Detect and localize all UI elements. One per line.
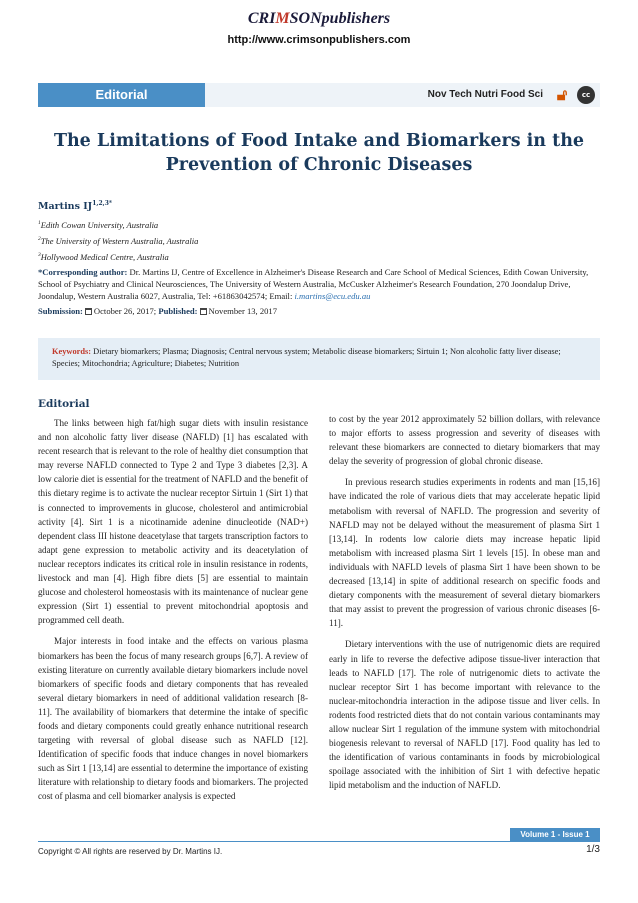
paragraph: The links between high fat/high sugar diets with insulin resistance and non alcoholic fatty liver disease (NAFLD) [1] has escalated with recent research that is relevant to the role of healthy diet consumption that may reverse NAFLD connected to Type 2 and Type 3 diabetes [2,3]. A low calorie diet is essential for the treatment of NAFLD and the benefit of this dietary regime is to activate the nuclear receptor Sirtuin 1 (Sirt 1) that is connected to improvements in glucose, cholesterol and antimicrobial activity [4]. Sirt 1 is a nicotinamide adenine dinucleotide (NAD+) dependent class III histone deacetylase that targets transcription factors to adapt gene expression to metabolic activity and its deacetylation of nuclear receptors indicates its critical role in insulin resistance in rodents, livestock and man [4]. High fibre diets [5] are essential to maintain glucose and cholesterol homeostasis with its maintenance of nuclear gene expression (Sirt 1) essential to prevent mitochondrial apoptosis and programmed cell death. <box>38 418 308 626</box>
journal-name: Nov Tech Nutri Food Sci <box>427 89 543 100</box>
affiliation-3: $^3$Hollywood Medical Centre, Australia <box>38 252 169 262</box>
corresponding-author: *Corresponding author: Dr. Martins IJ, Centre of Excellence in Alzheimer's Disease Research and Care School of Medical Sciences, Edith Cowan University, School of Psychiatry and Clinical Neurosciences, The University of Western Australia, McCusker Alzheimer's Research Foundation, 270 Joondalup Drive, Joondalup, Western Australia 6027, Australia, Tel: +61863042574; Email: i.martins@ecu.edu.au <box>38 267 589 301</box>
publisher-url-link[interactable]: http://www.crimsonpublishers.com <box>227 34 411 46</box>
affiliation-2: $^2$The University of Western Australia, Australia <box>38 236 199 246</box>
dates-line: Submission: October 26, 2017; Published: November 13, 2017 <box>38 306 278 316</box>
affiliation-1: $^1$Edith Cowan University, Australia <box>38 220 159 230</box>
volume-badge: Volume 1 - Issue 1 <box>510 828 600 841</box>
keywords-box: Keywords: Dietary biomarkers; Plasma; Diagnosis; Central nervous system; Metabolic disease biomarkers; Sirtuin 1; Non alcoholic fatty liver disease; Species; Mitochondria; Agriculture; Diabetes; Nutrition <box>38 338 600 380</box>
section-heading: Editorial <box>38 398 90 410</box>
creative-commons-icon[interactable]: cc <box>577 86 595 104</box>
body-column-left <box>38 416 308 811</box>
copyright-notice: Copyright © All rights are reserved by Dr. Martins IJ. <box>38 847 223 856</box>
email-link[interactable]: i.martins@ecu.edu.au <box>294 291 371 301</box>
author-line: Martins $IJ^{1,2,3*}$ <box>38 200 113 213</box>
paragraph: Major interests in food intake and the effects on various plasma biomarkers has been the focus of many research groups [6,7]. A review of existing literature on currently available dietary biomarkers include novel biomarkers of specific foods and dietary components that has revealed several dietary biomarkers in need of additional validation research [8-11]. The availability of biomarkers that determine the intake of specific foods and dietary components could greatly enhance nutritional research targeting with reversal of global disease such as NAFLD [12]. Identification of specific foods that induce changes in novel biomarkers such as Sirt 1 [13,14] are essential to determine the importance of existing literature with relationship to dietary foods and biomarkers. The projected cost of plasma and cell biomarker analysis is expected <box>38 636 308 802</box>
publisher-logo: CRIMSONpublishers <box>247 10 391 27</box>
paragraph: In previous research studies experiments in rodents and man [15,16] have indicated the role of various diets that may accelerate hepatic lipid metabolism with reversal of NAFLD. The progression and severity of NAFLD may not be delayed without the measurement of plasma Sirt 1 [13,14]. In rodents low calorie diets may increase hepatic lipid metabolism with increased plasma Sirt 1 levels [15]. In obese man and individuals with NAFLD levels of plasma Sirt 1 have been shown to be decreased [13,14] in spite of additional research on specific foods and dietary components with the measurement of several dietary biomarkers that may assist to prevent the progression of various chronic diseases [6-11]. <box>329 477 600 629</box>
body-column-right <box>329 412 600 799</box>
calendar-icon <box>200 308 207 315</box>
section-banner: Editorial <box>38 83 205 107</box>
page-number: 1/3 <box>586 844 600 855</box>
paragraph: to cost by the year 2012 approximately 52 billion dollars, with relevance to major efforts to assess progression and severity of diseases with relevant these biomarkers are connected to dietary biomarkers that may delay the severity of progression of global chronic disease. <box>329 414 600 467</box>
footer-rule <box>38 841 600 842</box>
paragraph: Dietary interventions with the use of nutrigenomic diets are required early in life to reverse the defective adipose tissue-liver interaction that leads to NAFLD [17]. The role of nutrigenomic diets to activate the nuclear receptor Sirt 1 has become important with relevance to the nuclear-mitochondria interaction in the adipose tissue and liver cells. In rodents food restricted diets that do not contain various contaminants may allow nuclear Sirt 1 regulation of the immune system with mitochondrial biogenesis relevant to reversal of NAFLD [17]. Food quality has led to the identification of various contaminants in foods by microbiological spoilage associated with the inhibition of Sirt 1 with defective hepatic lipid metabolism and the induction of NAFLD. <box>329 639 600 791</box>
article-title: The Limitations of Food Intake and Biomarkers in the Prevention of Chronic Diseases <box>53 131 585 175</box>
open-access-icon[interactable]: 🔓︎ <box>556 85 568 104</box>
calendar-icon <box>85 308 92 315</box>
